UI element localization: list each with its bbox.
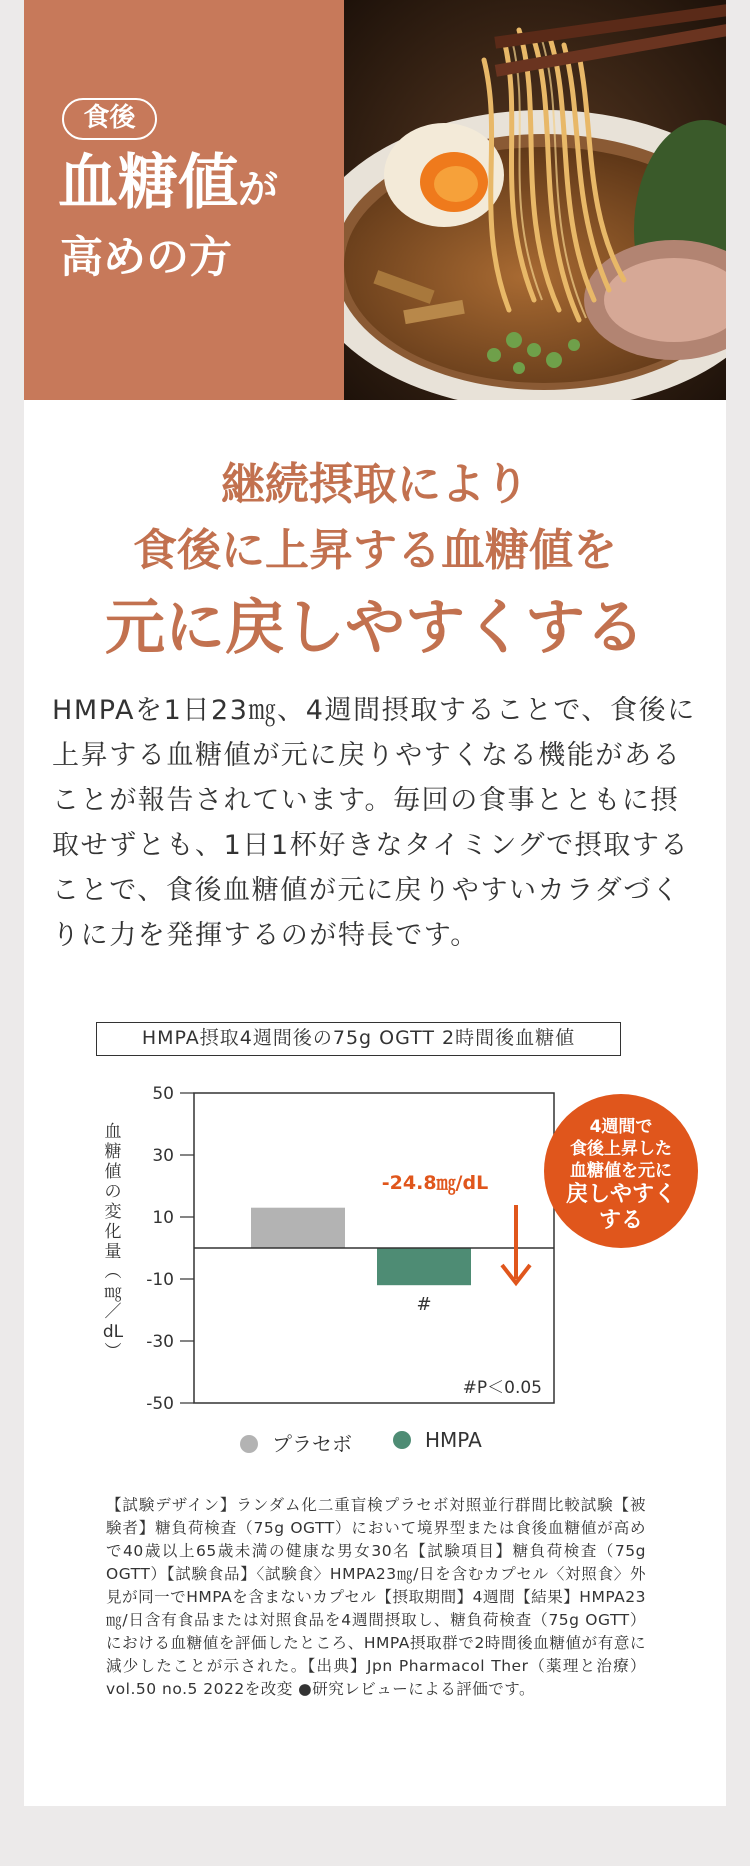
placebo-swatch — [240, 1435, 258, 1453]
legend-item-placebo — [240, 1428, 352, 1457]
legend-label-hmpa: HMPA — [425, 1428, 482, 1452]
y-tick-label: -50 — [146, 1394, 174, 1410]
hero-title-particle: が — [238, 167, 278, 213]
y-axis-label-char: ㎎ — [104, 1282, 122, 1302]
y-axis-label-char: dL — [102, 1322, 124, 1342]
hero-title — [58, 148, 278, 225]
down-arrow-icon — [502, 1205, 530, 1283]
y-axis-label-char: 化 — [104, 1222, 122, 1242]
chart-y-axis-label — [102, 1122, 124, 1362]
bar-chart — [130, 1075, 570, 1410]
callout-bubble — [544, 1094, 698, 1248]
y-axis-label-char: 血 — [104, 1122, 122, 1142]
description-paragraph: HMPAを1日23㎎、4週間摂取することで、食後に上昇する血糖値が元に戻りやすくなる機能があることが報告されています。毎回の食事とともに摂取せずとも、1日1杯好きなタイミングで摂取することで、食後血糖値が元に戻りやすいカラダづくりに力を発揮するのが特長です。 — [52, 695, 696, 951]
bar-placebo — [251, 1208, 345, 1248]
y-axis-label-char: 糖 — [104, 1142, 122, 1162]
y-tick-label: 10 — [152, 1208, 174, 1228]
study-notes: 【試験デザイン】ランダム化二重盲検プラセボ対照並行群間比較試験【被験者】糖負荷検査（75g OGTT）において境界型または食後血糖値が高めで40歳以上65歳未満の健康な男女30名【試験項目】糖負荷検査（75g OGTT）【試験食品】〈試験食〉HMPA23㎎/日を含むカプセル〈対照食〉外見が同一でHMPAを含まないカプセル【摂取期間】4週間【結果】HMPA23㎎/日含有食品または対照食品を4週間摂取し、糖負荷検査（75g OGTT）における血糖値を評価したところ、HMPA摂取群で2時間後血糖値が有意に減少したことが示された。【出典】Jpn Pharmacol Ther（薬理と治療）vol.50 no.5 2022を改変 ●研究レビューによる評価です。 — [106, 1496, 646, 1698]
callout-line3: 血糖値を元に — [570, 1161, 672, 1181]
p-value-note: #P＜0.05 — [462, 1378, 542, 1398]
headline-line3: 元に戻しやすくする — [105, 593, 645, 663]
y-tick-label: 50 — [152, 1084, 174, 1104]
significance-mark: # — [416, 1294, 432, 1315]
y-axis-label-char: の — [104, 1182, 122, 1202]
hmpa-swatch — [393, 1431, 411, 1449]
hero-badge: 食後 — [62, 98, 157, 140]
legend-label-placebo: プラセボ — [272, 1432, 352, 1456]
headline-line2: 食後に上昇する血糖値を — [133, 525, 617, 576]
y-axis-label-char: ／ — [104, 1302, 122, 1322]
callout-line5: する — [598, 1208, 643, 1233]
y-tick-label: -10 — [146, 1270, 174, 1290]
y-axis-label-char: 値 — [104, 1162, 122, 1182]
hero-title-main: 血糖値 — [58, 148, 238, 218]
y-axis-label-char: ︵ — [104, 1262, 122, 1282]
callout-line2: 食後上昇した — [570, 1139, 672, 1159]
callout-line1: 4週間で — [589, 1117, 653, 1137]
y-axis-label-char: ︶ — [104, 1342, 122, 1362]
chart-title: HMPA摂取4週間後の75g OGTT 2時間後血糖値 — [96, 1022, 621, 1056]
headline-line1: 継続摂取により — [221, 459, 529, 510]
callout-line4: 戻しやすく — [565, 1182, 676, 1207]
y-axis-label-char: 量 — [104, 1242, 122, 1262]
legend-item-hmpa — [393, 1428, 482, 1452]
difference-label: -24.8㎎/dL — [381, 1172, 489, 1194]
y-axis-label-char: 変 — [104, 1202, 122, 1222]
hero-subtitle: 高めの方 — [60, 233, 232, 283]
y-tick-label: -30 — [146, 1332, 174, 1352]
ramen-photo — [344, 0, 726, 400]
bar-hmpa — [377, 1248, 471, 1285]
y-tick-label: 30 — [152, 1146, 174, 1166]
